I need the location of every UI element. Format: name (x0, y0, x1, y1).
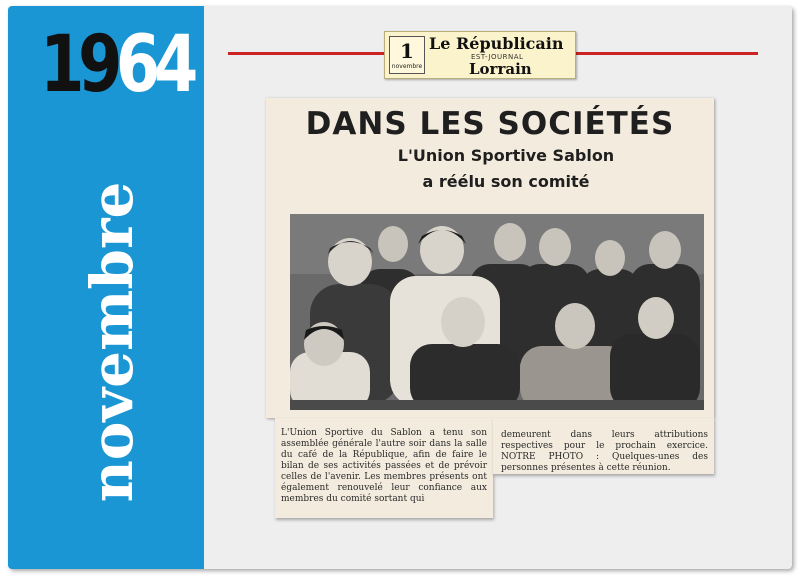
year-first-digits: 19 (40, 20, 116, 110)
newspaper-name-line2: Lorrain (469, 60, 532, 78)
article-body-text1: L'Union Sportive du Sablon a tenu son assemblée générale l'autre soir dans la salle du café de la République, afin de faire le bilan de ses activités passées et de prévoir celles de l'avenir. Les membres présents ont également renouvelé leur confiance aux membres du comité sortant qui (281, 428, 487, 504)
article-subtitle-line1: L'Union Sportive Sablon (397, 146, 615, 165)
month-text: novembre (78, 181, 146, 502)
group-photo-illustration (290, 214, 704, 410)
calendar-month: novembre (391, 63, 423, 70)
group-photo (290, 214, 704, 410)
calendar-day: 1 (400, 39, 414, 63)
article-body-text2: demeurent dans leurs attributions respectives pour le prochain exercice. NOTRE PHOTO : Quelques-unes des personnes présentes à cette réunion. (501, 430, 708, 473)
article-body-column1 (275, 418, 493, 518)
newspaper-name-mid: EST-JOURNAL (471, 53, 524, 61)
calendar-icon (389, 36, 425, 74)
date-band (8, 6, 204, 569)
article-body-column2 (493, 418, 714, 474)
month-label (66, 154, 158, 529)
newspaper-name-line1: Le Républicain (429, 34, 564, 53)
article-clipping (266, 98, 714, 418)
newspaper-logo (384, 31, 576, 79)
rule-left (228, 52, 386, 55)
year-last-digits: 64 (115, 20, 192, 110)
article-headline: DANS LES SOCIÉTÉS (305, 106, 675, 142)
article-subtitle-line2: a réélu son comité (422, 172, 590, 191)
year-label (40, 20, 192, 110)
rule-right (574, 52, 758, 55)
